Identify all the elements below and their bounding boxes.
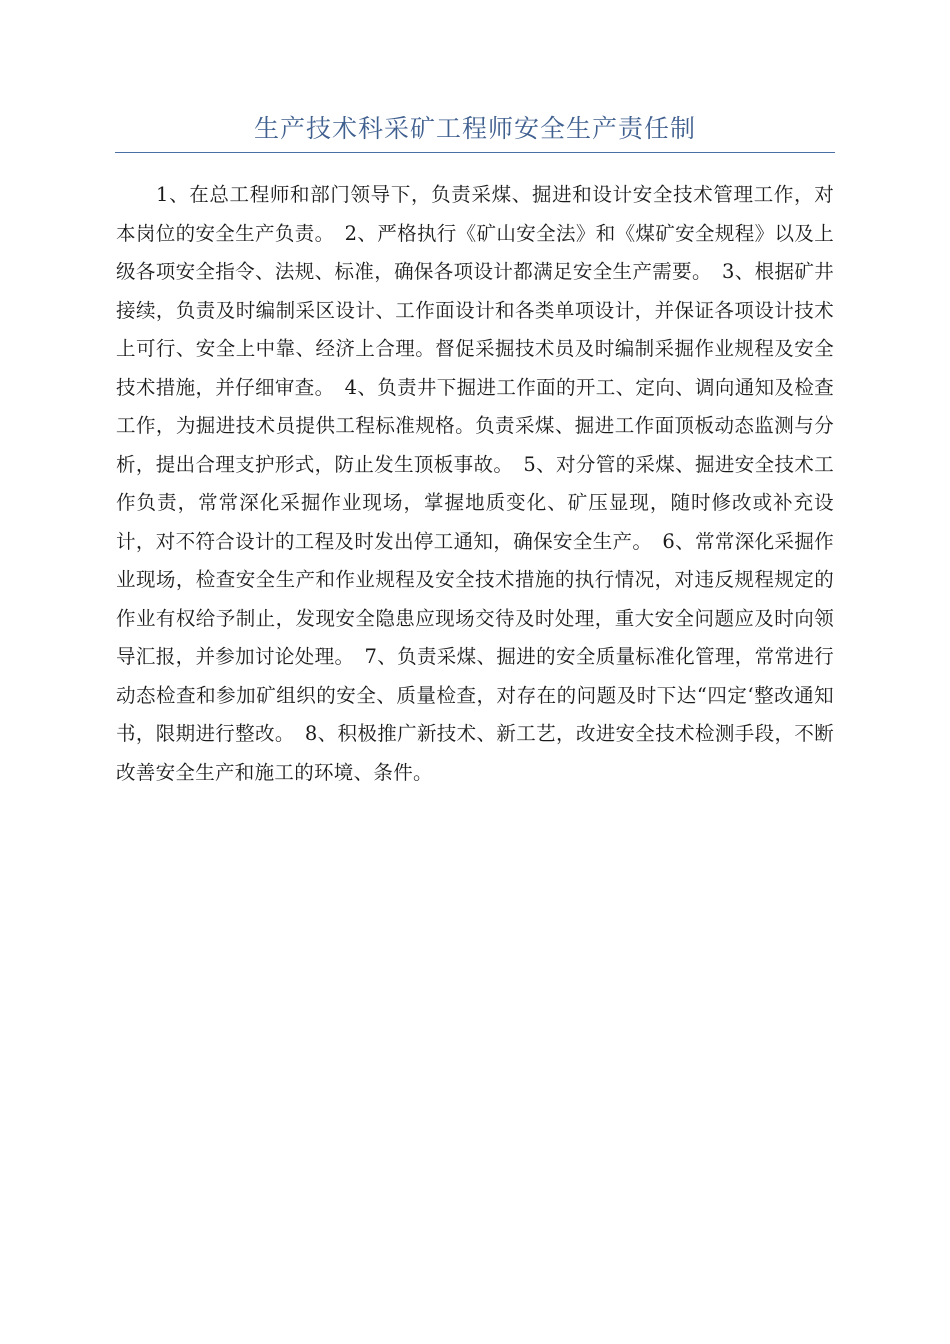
title-block <box>115 112 835 153</box>
document-title: 生产技术科采矿工程师安全生产责任制 <box>253 114 696 143</box>
document-body: 1、在总工程师和部门领导下，负责采煤、掘进和设计安全技术管理工作，对本岗位的安全生产负责。 2、严格执行《矿山安全法》和《煤矿安全规程》以及上级各项安全指令、法规、标准，确保各项设计都满足安全生产需要。 3、根据矿井接续，负责及时编制采区设计、工作面设计和各类单项设计，并保证各项设计技术上可行、安全上中靠、经济上合理。督促采掘技术员及时编制采掘作业规程及安全技术措施，并仔细审查。 4、负责井下掘进工作面的开工、定向、调向通知及检查工作，为掘进技术员提供工程标准规格。负责采煤、掘进工作面顶板动态监测与分析，提出合理支护形式，防止发生顶板事故。 5、对分管的采煤、掘进安全技术工作负责，常常深化采掘作业现场，掌握地质变化、矿压显现，随时修改或补充设计，对不符合设计的工程及时发出停工通知，确保安全生产。 6、常常深化采掘作业现场，检查安全生产和作业规程及安全技术措施的执行情况，对违反规程规定的作业有权给予制止，发现安全隐患应现场交待及时处理，重大安全问题应及时向领导汇报，并参加讨论处理。 7、负责采煤、掘进的安全质量标准化管理，常常进行动态检查和参加矿组织的安全、质量检查，对存在的问题及时下达“四定‘整改通知书，限期进行整改。 8、积极推广新技术、新工艺，改进安全技术检测手段，不断改善安全生产和施工的环境、条件。 <box>116 183 834 784</box>
